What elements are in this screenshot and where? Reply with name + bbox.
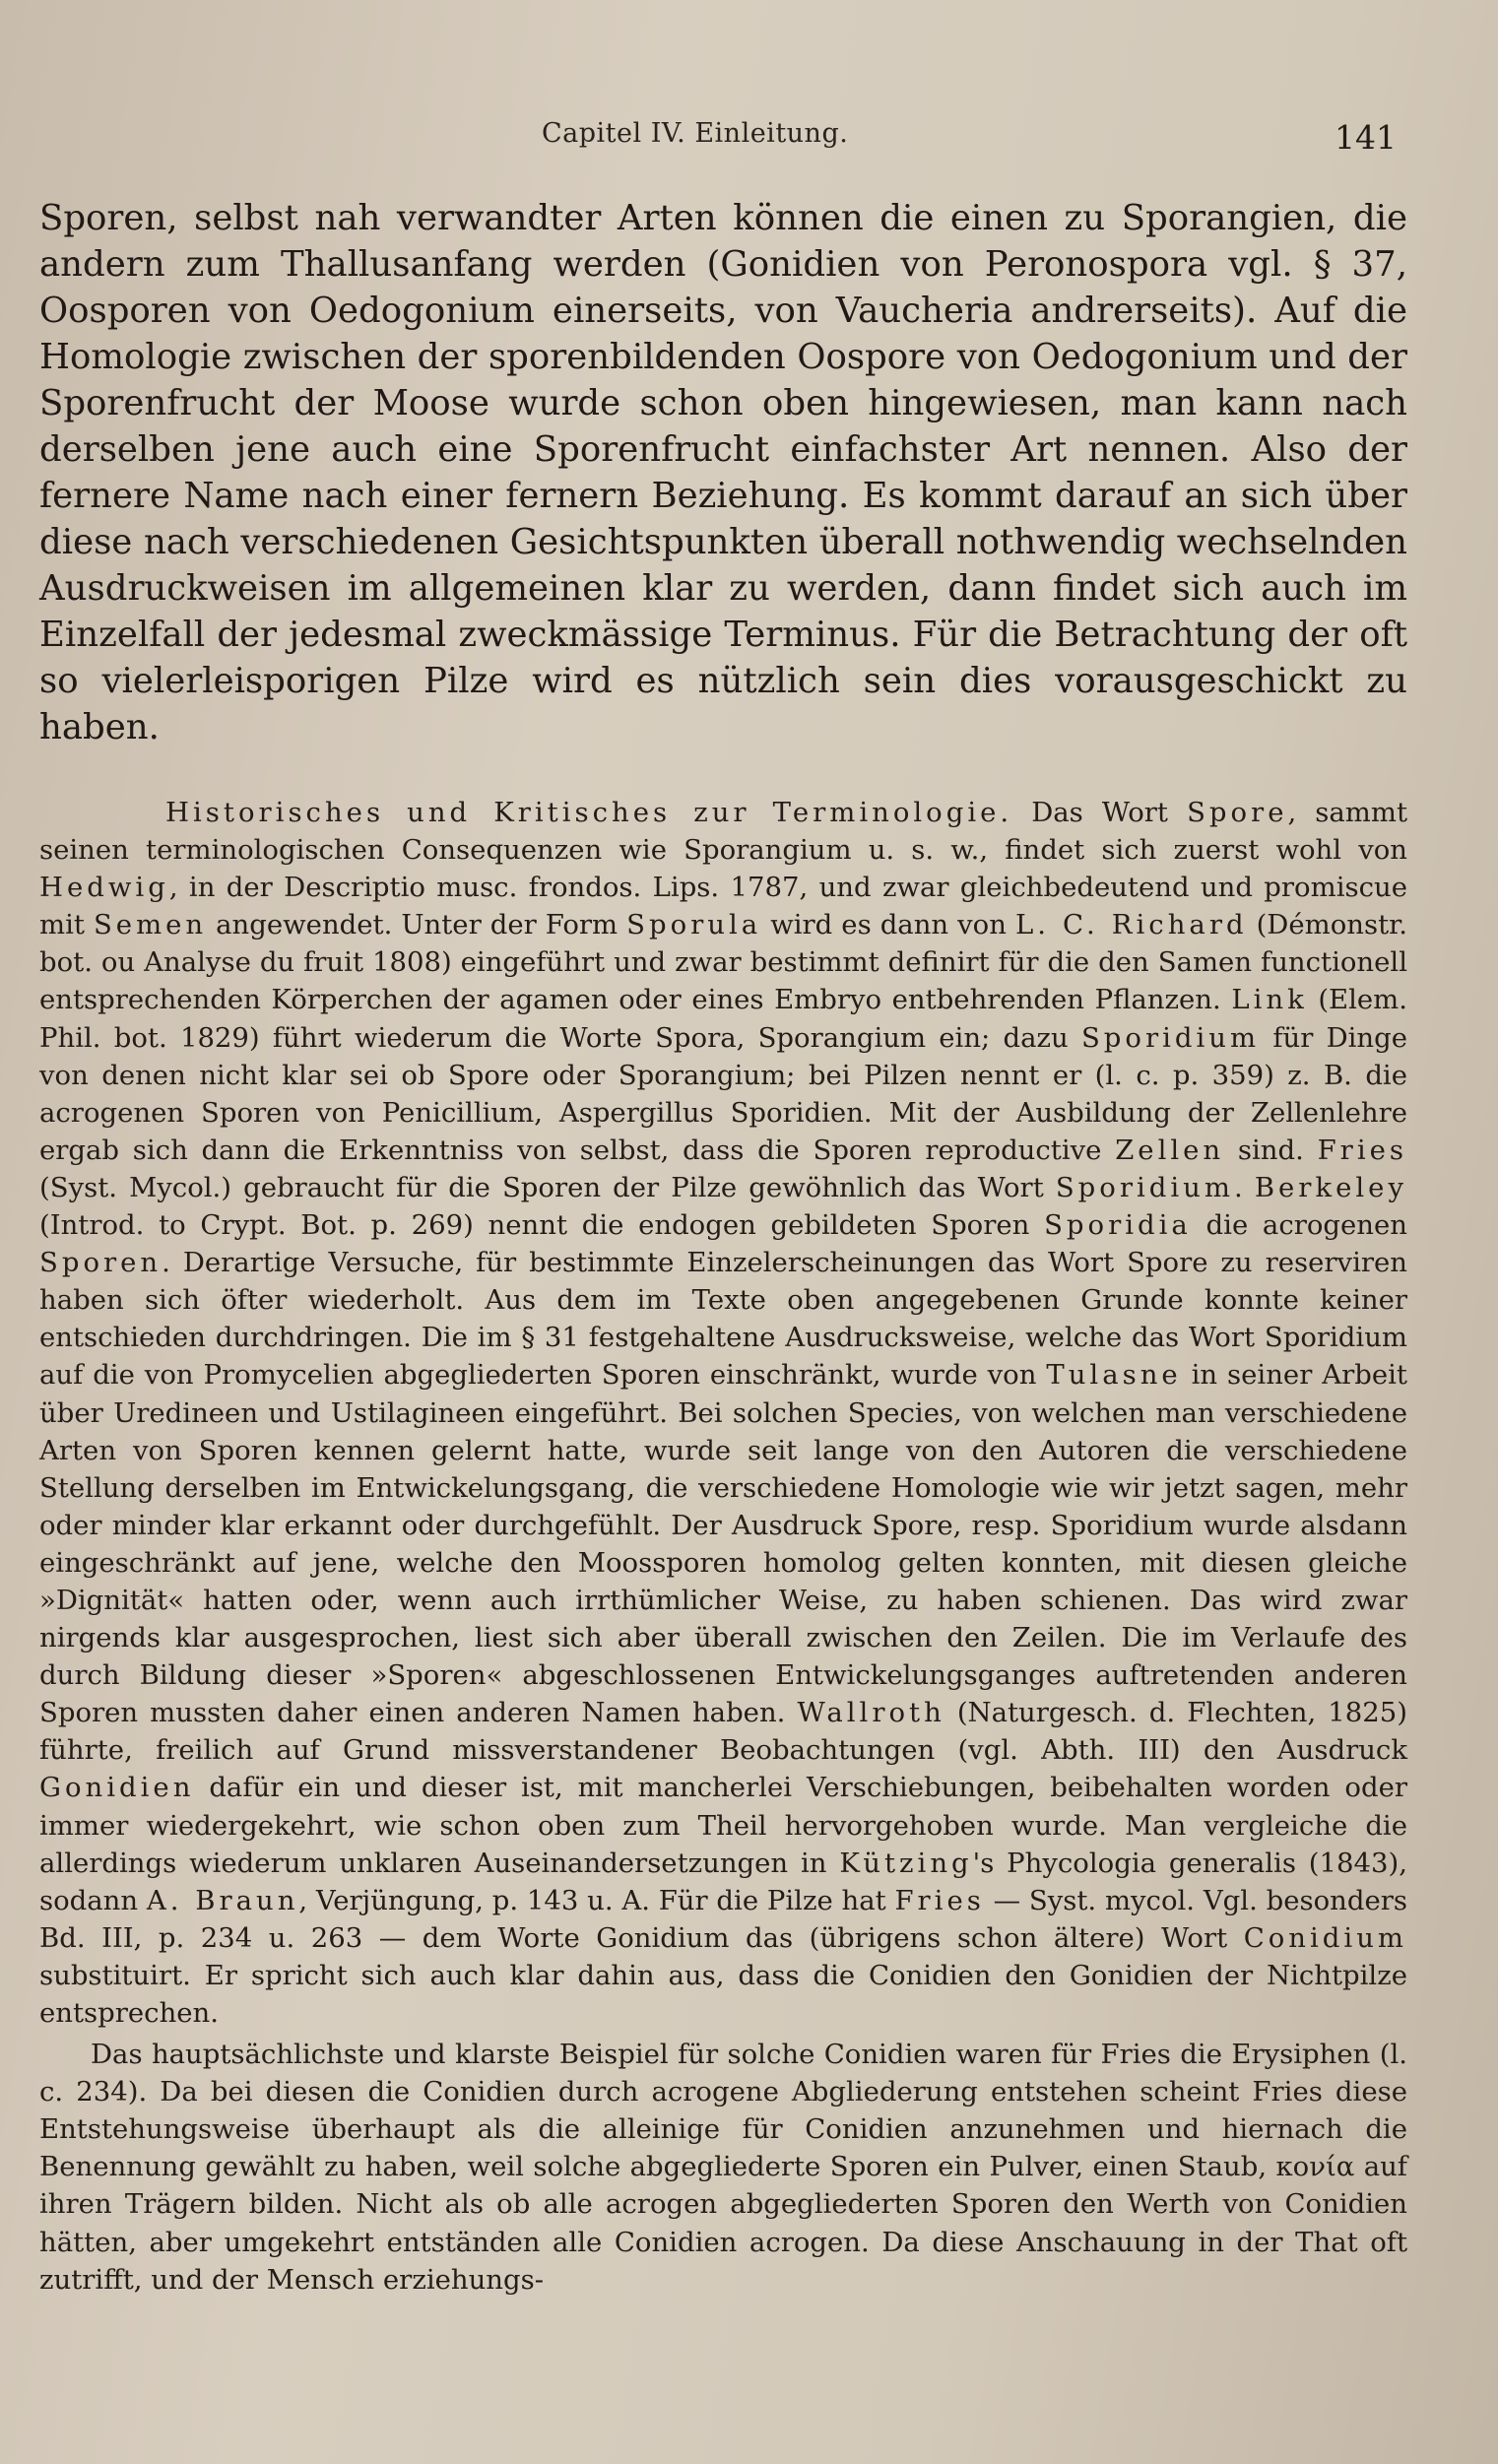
note-text: Das Wort: [1012, 797, 1188, 828]
note-text: (Introd. to Crypt. Bot. p. 269) nennt die endogen gebildeten Sporen: [39, 1209, 1045, 1242]
author-name: A. Braun: [146, 1884, 299, 1916]
note-text: wird es dann von: [761, 909, 1015, 941]
note-paragraph-terminology: [39, 794, 1407, 2032]
note-text: (Elem. Phil. bot. 1829) führt wiederum die Worte Spora, Sporangium ein; dazu: [39, 984, 1408, 1054]
author-name: Fries: [894, 1884, 985, 1916]
spaced-term: Sporidium: [1080, 1021, 1261, 1054]
note-text: (Syst. Mycol.) gebraucht für die Sporen der Pilze gewöhnlich das Wort: [39, 1171, 1056, 1203]
chapter-title: Capitel IV. Einleitung.: [542, 118, 849, 149]
note-text: (Démonstr. bot. ou Analyse du fruit 1808) eingeführt und zwar bestimmt definirt für die den Samen functionell entsprechenden Körperchen der agamen oder eines Embryo entbehrenden Pflanzen.: [39, 909, 1408, 1016]
spaced-term: Zellen: [1115, 1134, 1225, 1166]
spaced-term: Sporidium: [1055, 1171, 1234, 1203]
author-name: L. C. Richard: [1014, 909, 1248, 941]
note-text: , Verjüngung, p. 143 u. A. Für die Pilze hat: [298, 1884, 895, 1916]
note-text: 's Phycologia generalis (1843), sodann: [39, 1847, 1407, 1916]
author-name: Tulasne: [1046, 1359, 1182, 1392]
spaced-term: Conidium: [1243, 1921, 1407, 1954]
note-text: angewendet. Unter der Form: [207, 909, 627, 941]
spaced-term: Spore: [1187, 797, 1288, 828]
note-text: in seiner Arbeit über Uredineen und Ustilagineen eingeführt. Bei solchen Species, von welchen man verschiedene Arten von Sporen kennen gelernt hatte, wurde seit lange von den Autoren die verschiedene Stellung derselben im Entwickelungsgang, die verschiedene Homologie wie wir jetzt sagen, mehr oder minder klar erkannt oder durchgefühlt. Der Ausdruck Spore, resp. Sporidium wurde alsdann eingeschränkt auf jene, welche den Moossporen homolog gelten konnten, mit diesen gleiche »Dignität« hatten oder, wenn auch irrthümlicher Weise, zu haben schienen. Das wird zwar nirgends klar ausgesprochen, liest sich aber überall zwischen den Zeilen. Die im Verlaufe des durch Bildung dieser »Sporen« abgeschlossenen Entwickelungsganges auftretenden anderen Sporen mussten daher einen anderen Namen haben.: [39, 1359, 1407, 1729]
author-name: Hedwig: [39, 872, 169, 904]
author-name: Link: [1231, 984, 1308, 1016]
note-text: , in der Descriptio musc. frondos. Lips. 1787, und zwar gleichbedeutend und promiscue mit: [39, 872, 1407, 941]
note-text: , sammt seinen terminologischen Consequenzen wie Sporangium u. s. w., findet sich zuerst wohl von: [39, 797, 1407, 867]
page-number: 141: [1335, 118, 1397, 157]
spaced-term: Semen: [93, 909, 208, 941]
author-name: Wallroth: [797, 1697, 945, 1729]
author-name: Kützing: [839, 1847, 973, 1879]
note-text: dafür ein und dieser ist, mit mancherlei Verschiebungen, beibehalten worden oder immer wiedergekehrt, wie schon oben zum Theil hervorgehoben wurde. Man vergleiche die allerdings wiederum unklaren Auseinandersetzungen in: [39, 1772, 1407, 1879]
note-text: substituirt. Er spricht sich auch klar dahin aus, dass die Conidien den Gonidien der Nichtpilze entsprechen.: [39, 1959, 1407, 2029]
note-text: .: [1233, 1171, 1255, 1203]
note-text: für Dinge von denen nicht klar sei ob Spore oder Sporangium; bei Pilzen nennt er (l. c. p. 359) z. B. die acrogenen Sporen von Penicillium, Aspergillus Sporidien. Mit der Ausbildung der Zellenlehre ergab sich dann die Erkenntniss von selbst, dass die Sporen reproductive: [39, 1021, 1408, 1166]
note-heading: Historisches und Kritisches zur Terminologie.: [165, 797, 1013, 828]
spaced-term: Sporidia: [1044, 1209, 1192, 1242]
note-text: die acrogenen: [1191, 1209, 1408, 1242]
author-name: Fries: [1317, 1134, 1408, 1166]
running-head: [39, 108, 1407, 156]
spaced-term: Gonidien: [39, 1772, 195, 1804]
note-text: sind.: [1224, 1134, 1318, 1166]
note-text: . Derartige Versuche, für bestimmte Einzelerscheinungen das Wort Spore zu reserviren haben sich öfter wiederholt. Aus dem im Texte oben angegebenen Grunde konnte keiner entschieden durchdringen. Die im § 31 festgehaltene Ausdrucksweise, welche das Wort Sporidium auf die von Promycelien abgegliederten Sporen einschränkt, wurde von: [39, 1247, 1407, 1392]
spaced-term: Sporula: [626, 909, 762, 941]
note-text: (Naturgesch. d. Flechten, 1825) führte, freilich auf Grund missverstandener Beobachtungen (vgl. Abth. III) den Ausdruck: [39, 1697, 1407, 1767]
note-text: — Syst. mycol. Vgl. besonders Bd. III, p. 234 u. 263 — dem Worte Gonidium das (übrigens schon ältere) Wort: [39, 1884, 1407, 1954]
main-paragraph: Sporen, selbst nah verwandter Arten können die einen zu Sporangien, die andern zum Thallusanfang werden (Gonidien von Peronospora vgl. § 37, Oosporen von Oedogonium einerseits, von Vaucheria andrerseits). Auf die Homologie zwischen der sporenbildenden Oospore von Oedogonium und der Sporenfrucht der Moose wurde schon oben hingewiesen, man kann nach derselben jene auch eine Sporenfrucht einfachster Art nennen. Also der fernere Name nach einer fernern Beziehung. Es kommt darauf an sich über diese nach verschiedenen Gesichtspunkten überall nothwendig wechselnden Ausdruckweisen im allgemeinen klar zu werden, dann findet sich auch im Einzelfall der jedesmal zweckmässige Terminus. Für die Betrachtung der oft so vielerleisporigen Pilze wird es nützlich sein dies vorausgeschickt zu haben.: [39, 198, 1407, 747]
author-name: Berkeley: [1254, 1171, 1407, 1203]
note-paragraph-conidia: Das hauptsächlichste und klarste Beispiel für solche Conidien waren für Fries die Erysiphen (l. c. 234). Da bei diesen die Conidien durch acrogene Abgliederung entstehen scheint Fries diese Entstehungsweise überhaupt als die alleinige für Conidien anzunehmen und hiernach die Benennung gewählt zu haben, weil solche abgegliederte Sporen ein Pulver, einen Staub, κονία auf ihren Trägern bilden. Nicht als ob alle acrogen abgegliederten Sporen den Werth von Conidien hätten, aber umgekehrt entständen alle Conidien acrogen. Da diese Anschauung in der That oft zutrifft, und der Mensch erziehungs-: [39, 2039, 1407, 2296]
spaced-term: Sporen: [39, 1247, 163, 1279]
